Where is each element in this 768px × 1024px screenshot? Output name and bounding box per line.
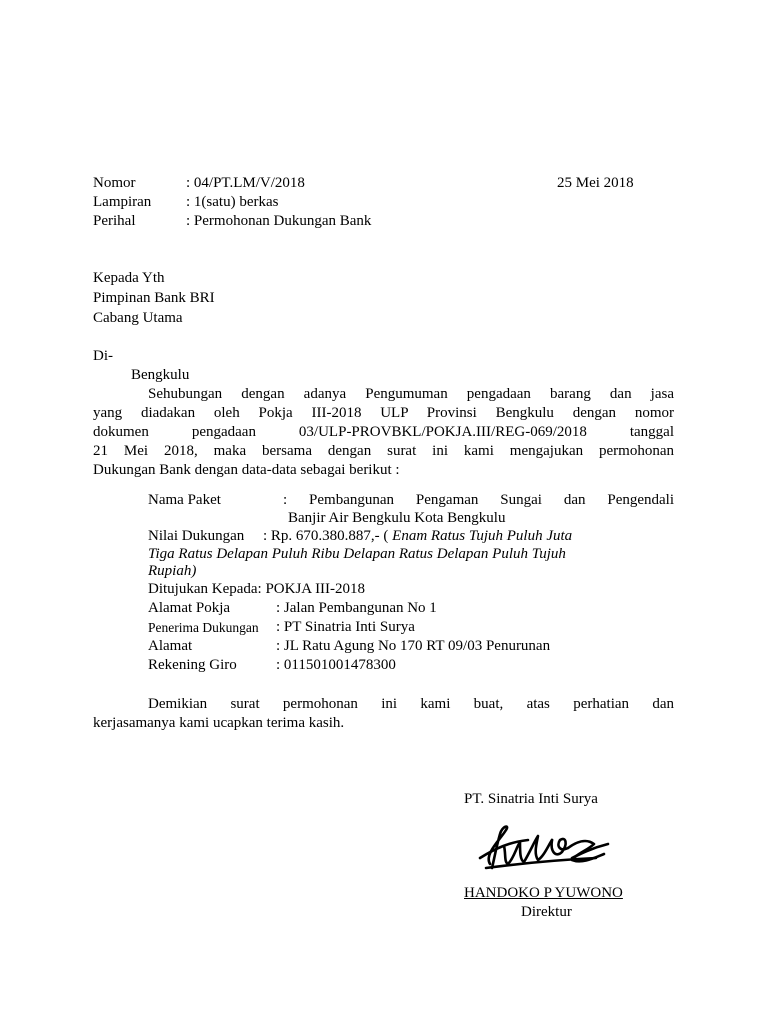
letter-date: 25 Mei 2018	[557, 175, 634, 191]
nilai-words-2: Tiga Ratus Delapan Puluh Ribu Delapan Ratus Delapan Puluh Tujuh	[148, 546, 566, 562]
nilai-words-1: Enam Ratus Tujuh Puluh Juta	[392, 528, 573, 544]
nilai-dukungan-label: Nilai Dukungan	[148, 528, 245, 544]
body-line-3: dokumen pengadaan 03/ULP-PROVBKL/POKJA.III/REG-069/2018 tanggal	[93, 424, 674, 440]
lampiran-label: Lampiran	[93, 194, 152, 210]
body-line-1: Sehubungan dengan adanya Pengumuman pengadaan barang dan jasa	[148, 386, 674, 402]
nomor-value: : 04/PT.LM/V/2018	[186, 175, 305, 191]
signature-company: PT. Sinatria Inti Surya	[464, 791, 598, 807]
body-line-5: Dukungan Bank dengan data-data sebagai berikut :	[93, 462, 400, 478]
recipient-city: Bengkulu	[131, 367, 190, 383]
recipient-line-3: Cabang Utama	[93, 310, 183, 326]
perihal-value: : Permohonan Dukungan Bank	[186, 213, 372, 229]
nomor-label: Nomor	[93, 175, 136, 191]
recipient-line-1: Kepada Yth	[93, 270, 165, 286]
perihal-label: Perihal	[93, 213, 136, 229]
penerima-dukungan-label: Penerima Dukungan	[148, 620, 259, 635]
body-line-4: 21 Mei 2018, maka bersama dengan surat ini kami mengajukan permohonan	[93, 443, 674, 459]
nama-paket-value-cont: Banjir Air Bengkulu Kota Bengkulu	[288, 510, 506, 526]
closing-line-2: kerjasamanya kami ucapkan terima kasih.	[93, 715, 345, 731]
rekening-giro-value: : 011501001478300	[276, 657, 396, 673]
alamat-pokja-value: : Jalan Pembangunan No 1	[276, 600, 437, 616]
signatory-title: Direktur	[521, 904, 572, 920]
lampiran-value: : 1(satu) berkas	[186, 194, 279, 210]
ditujukan-kepada: Ditujukan Kepada: POKJA III-2018	[148, 581, 366, 597]
rekening-giro-label: Rekening Giro	[148, 657, 237, 673]
handwritten-signature	[476, 818, 616, 878]
recipient-di: Di-	[93, 348, 113, 364]
nama-paket-value: : Pembangunan Pengaman Sungai dan Pengendali	[283, 492, 674, 508]
alamat-label: Alamat	[148, 638, 193, 654]
body-line-2: yang diadakan oleh Pokja III-2018 ULP Provinsi Bengkulu dengan nomor	[93, 405, 674, 421]
nama-paket-label: Nama Paket	[148, 492, 221, 508]
alamat-value: : JL Ratu Agung No 170 RT 09/03 Penurunan	[276, 638, 551, 654]
nilai-amount: : Rp. 670.380.887,- (	[263, 528, 389, 544]
nilai-words-3: Rupiah)	[148, 563, 197, 579]
penerima-dukungan-value: : PT Sinatria Inti Surya	[276, 619, 415, 635]
signatory-name: HANDOKO P YUWONO	[464, 885, 623, 901]
nilai-dukungan-value	[263, 527, 572, 546]
recipient-line-2: Pimpinan Bank BRI	[93, 290, 215, 306]
closing-line-1: Demikian surat permohonan ini kami buat, atas perhatian dan	[148, 696, 674, 712]
alamat-pokja-label: Alamat Pokja	[148, 600, 231, 616]
